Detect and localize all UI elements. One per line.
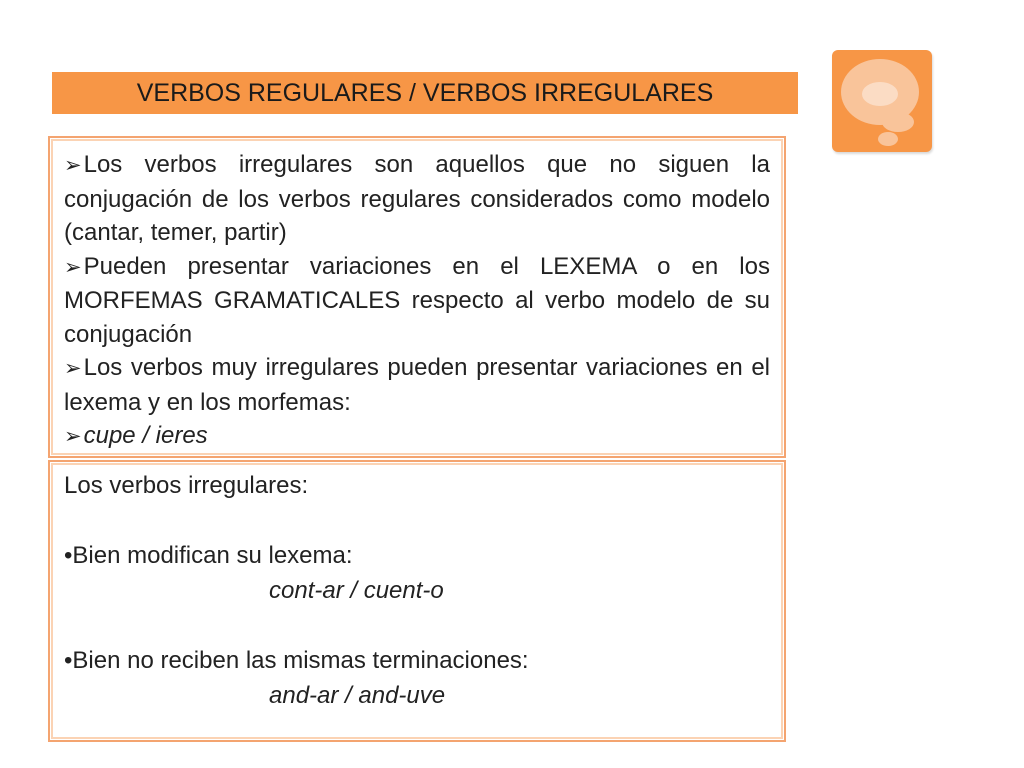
blank-line (64, 503, 770, 538)
summary-item-2: •Bien no reciben las mismas terminaciones: (64, 647, 529, 674)
arrow-bullet-icon: ➢ (64, 154, 82, 177)
slide-title: VERBOS REGULARES / VERBOS IRREGULARES (52, 72, 798, 114)
example-2: and-ar / and-uve (269, 682, 446, 709)
example-1: cont-ar / cuent-o (269, 577, 444, 604)
arrow-bullet-icon: ➢ (64, 255, 82, 279)
bullet-paragraph-3 (64, 351, 770, 419)
definition-box (48, 136, 786, 458)
summary-box (48, 460, 786, 742)
paragraph-text: cupe / ieres (83, 422, 208, 449)
summary-item-1: •Bien modifican su lexema: (64, 542, 353, 569)
bullet-paragraph-2 (64, 250, 770, 352)
thought-bubble-graphic (832, 50, 932, 152)
arrow-bullet-icon: ➢ (64, 425, 82, 448)
bullet-paragraph-1 (64, 148, 770, 250)
paragraph-text: Los verbos muy irregulares pueden presentar variaciones en el lexema y en los morfemas: (64, 354, 770, 416)
paragraph-text: Pueden presentar variaciones en el LEXEMA o en los MORFEMAS GRAMATICALES respecto al verbo modelo de su conjugación (64, 252, 770, 348)
summary-heading: Los verbos irregulares: (64, 472, 309, 499)
paragraph-text: Los verbos irregulares son aquellos que no siguen la conjugación de los verbos regulares considerados como modelo (cantar, temer, partir) (64, 151, 770, 246)
thought-bubble-icon (832, 50, 932, 152)
blank-line (64, 608, 770, 643)
arrow-bullet-icon: ➢ (64, 357, 82, 380)
bullet-paragraph-4 (64, 419, 770, 454)
